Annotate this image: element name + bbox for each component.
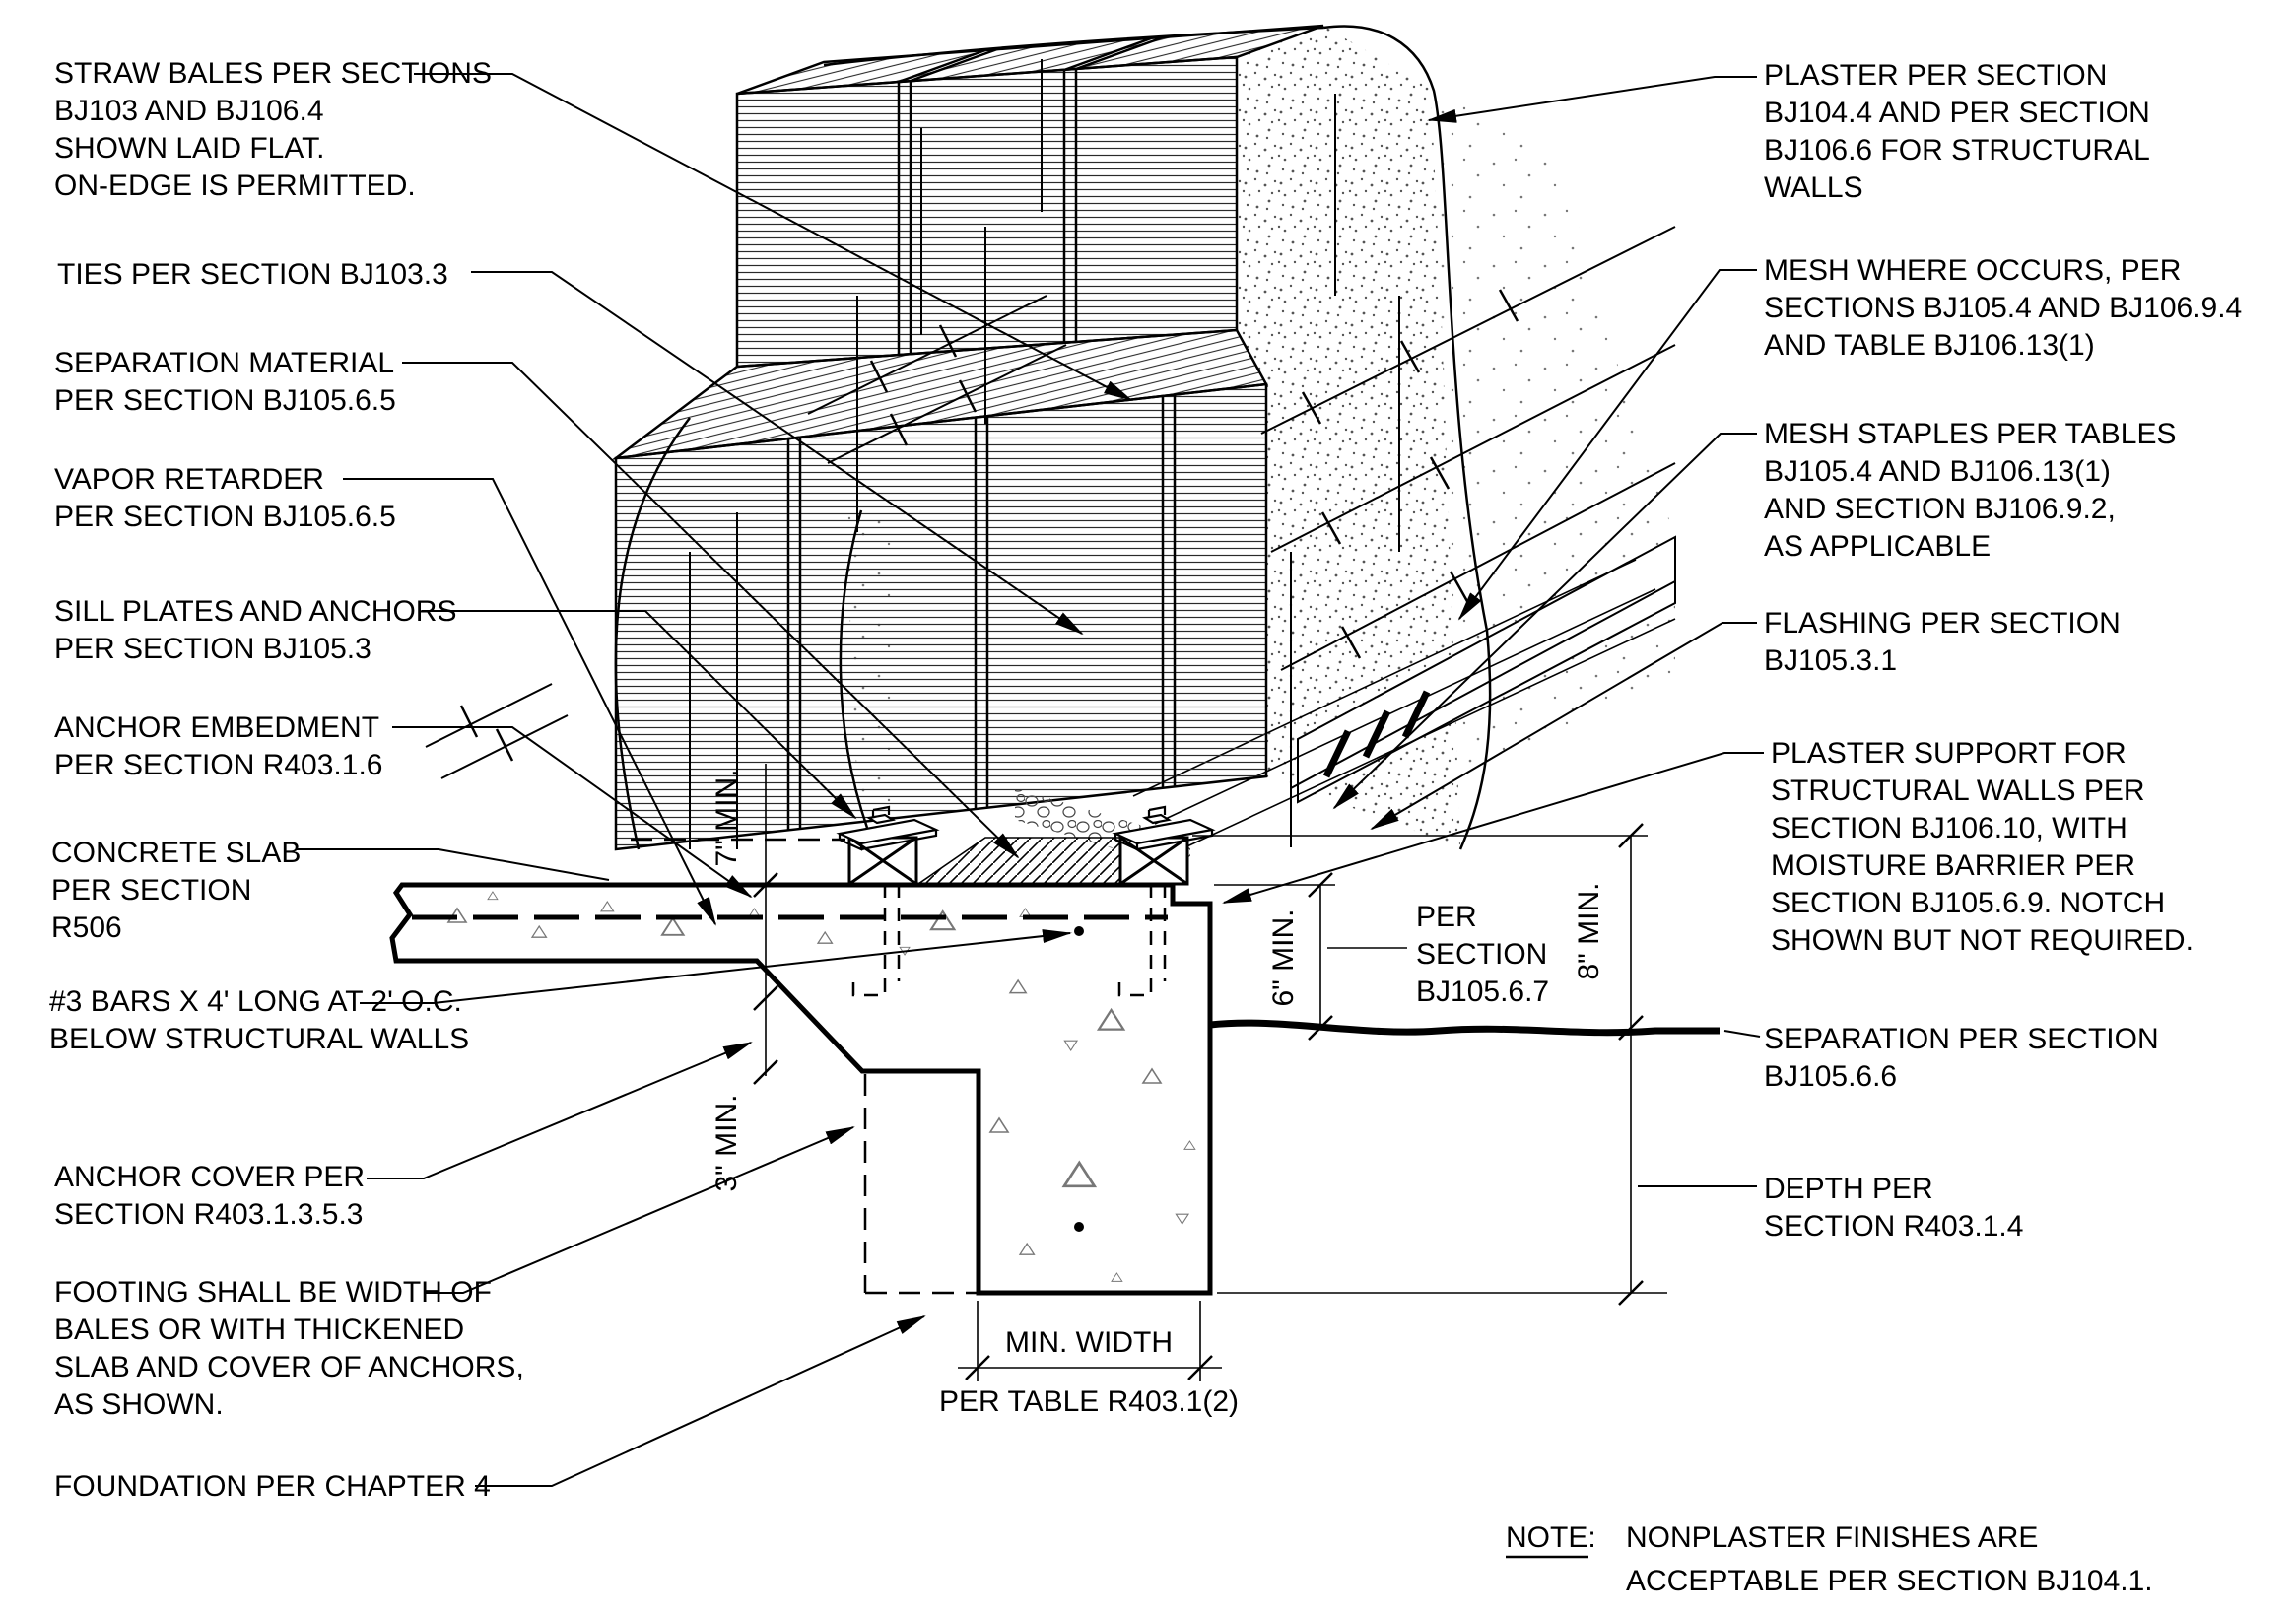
- sill-plate-section-right: [1120, 838, 1187, 884]
- label-line: SHOWN LAID FLAT.: [54, 132, 325, 165]
- leader-anchor-cover: [367, 1043, 751, 1178]
- label-line: BJ106.6 FOR STRUCTURAL: [1764, 134, 2150, 167]
- leader-foundation: [475, 1316, 924, 1486]
- note-line: ACCEPTABLE PER SECTION BJ104.1.: [1626, 1565, 2153, 1597]
- label-line: MESH WHERE OCCURS, PER: [1764, 254, 2182, 287]
- concrete-aggregate: [448, 892, 1195, 1281]
- per-section-line: BJ105.6.7: [1416, 976, 1550, 1008]
- label-separation: [1764, 1023, 2159, 1093]
- label-line: BJ105.4 AND BJ106.13(1): [1764, 455, 2111, 488]
- label-line: FLASHING PER SECTION: [1764, 607, 2121, 640]
- note-block: [1506, 1521, 2153, 1597]
- label-anchor-cover: [54, 1161, 365, 1231]
- straw-bale-wall: [426, 26, 1675, 871]
- concrete-foundation-section: [392, 807, 1720, 1293]
- label-line: AS SHOWN.: [54, 1388, 224, 1421]
- alternate-footing-dashed: [631, 840, 979, 1293]
- label-line: PLASTER PER SECTION: [1764, 59, 2108, 92]
- label-plaster: [1764, 59, 2150, 204]
- label-line: AND TABLE BJ106.13(1): [1764, 329, 2095, 362]
- leader-plaster: [1429, 77, 1757, 120]
- label-line: PER SECTION BJ105.6.5: [54, 501, 396, 533]
- anchor-bolt-left: [853, 884, 899, 995]
- label-ties: [57, 258, 448, 291]
- label-line: BJ104.4 AND PER SECTION: [1764, 97, 2150, 129]
- slab-footing-outline: [392, 885, 1210, 1293]
- label-line: SECTION BJ105.6.9. NOTCH: [1771, 887, 2166, 919]
- label-line: SECTIONS BJ105.4 AND BJ106.9.4: [1764, 292, 2243, 324]
- right-labels: [1764, 59, 2242, 1243]
- label-mesh-staples: [1764, 418, 2176, 563]
- label-line: AND SECTION BJ106.9.2,: [1764, 493, 2116, 525]
- per-section-line: PER: [1416, 901, 1477, 933]
- label-line: SLAB AND COVER OF ANCHORS,: [54, 1351, 524, 1383]
- label-line: CONCRETE SLAB: [51, 837, 302, 869]
- label-line: VAPOR RETARDER: [54, 463, 324, 496]
- label-line: PER SECTION BJ105.3: [54, 633, 371, 665]
- separation-hatch-strip: [918, 838, 1120, 884]
- label-line: FOOTING SHALL BE WIDTH OF: [54, 1276, 492, 1309]
- label-depth: [1764, 1173, 2023, 1243]
- label-separation-material: [54, 347, 396, 417]
- per-section-line: SECTION: [1416, 938, 1548, 971]
- label-line: AS APPLICABLE: [1764, 530, 1992, 563]
- label-line: SECTION BJ106.10, WITH: [1771, 812, 2127, 844]
- anchor-bolt-right: [1119, 884, 1165, 995]
- note-label: NOTE:: [1506, 1521, 1596, 1554]
- label-line: STRUCTURAL WALLS PER: [1771, 774, 2145, 807]
- note-line: NONPLASTER FINISHES ARE: [1626, 1521, 2039, 1554]
- dim-6min-label: 6" MIN.: [1267, 909, 1300, 1007]
- label-line: R506: [51, 911, 122, 944]
- label-line: SECTION R403.1.3.5.3: [54, 1198, 364, 1231]
- leader-separation: [1724, 1031, 1760, 1037]
- label-bars: [49, 985, 469, 1055]
- dim-3min-label: 3" MIN.: [710, 1094, 743, 1192]
- label-mesh: [1764, 254, 2242, 362]
- label-line: BJ105.6.6: [1764, 1060, 1898, 1093]
- label-anchor-embedment: [54, 711, 382, 781]
- label-line: MESH STAPLES PER TABLES: [1764, 418, 2177, 450]
- label-foundation: [54, 1470, 491, 1503]
- label-line: ANCHOR EMBEDMENT: [54, 711, 380, 744]
- label-line: DEPTH PER: [1764, 1173, 1933, 1205]
- label-concrete-slab: [51, 837, 301, 944]
- label-line: PER SECTION: [51, 874, 252, 907]
- label-plaster-support: [1771, 737, 2194, 957]
- label-line: BELOW STRUCTURAL WALLS: [49, 1023, 470, 1055]
- rebar-dot: [1074, 1222, 1084, 1232]
- label-line: #3 BARS X 4' LONG AT 2' O.C.: [49, 985, 462, 1018]
- label-line: SHOWN BUT NOT REQUIRED.: [1771, 924, 2194, 957]
- label-line: PER SECTION BJ105.6.5: [54, 384, 396, 417]
- straw-bale-upper: [737, 26, 1323, 367]
- label-straw-bales: [54, 57, 492, 202]
- leader-bars: [360, 933, 1070, 1003]
- label-line: BJ103 AND BJ106.4: [54, 95, 324, 127]
- label-line: PER SECTION R403.1.6: [54, 749, 383, 781]
- label-line: SEPARATION PER SECTION: [1764, 1023, 2159, 1055]
- label-line: BJ105.3.1: [1764, 644, 1898, 677]
- ground-line: [1210, 1023, 1720, 1033]
- label-line: PLASTER SUPPORT FOR: [1771, 737, 2127, 770]
- label-line: SECTION R403.1.4: [1764, 1210, 2024, 1243]
- label-line: ON-EDGE IS PERMITTED.: [54, 169, 416, 202]
- label-line: ANCHOR COVER PER: [54, 1161, 366, 1193]
- label-line: TIES PER SECTION BJ103.3: [57, 258, 448, 291]
- label-sill-plates: [54, 595, 456, 665]
- dim-7min-label: 7" MIN.: [710, 769, 743, 867]
- label-line: SILL PLATES AND ANCHORS: [54, 595, 457, 628]
- label-vapor-retarder: [54, 463, 396, 533]
- label-line: SEPARATION MATERIAL: [54, 347, 395, 379]
- label-footing: [54, 1276, 524, 1421]
- label-line: MOISTURE BARRIER PER: [1771, 849, 2136, 882]
- label-line: BALES OR WITH THICKENED: [54, 1313, 465, 1346]
- dim-per-section: [1327, 901, 1549, 1008]
- label-line: STRAW BALES PER SECTIONS: [54, 57, 492, 90]
- leader-footing: [426, 1127, 853, 1293]
- dim-8min-label: 8" MIN.: [1573, 882, 1605, 980]
- label-line: FOUNDATION PER CHAPTER 4: [54, 1470, 491, 1503]
- label-line: WALLS: [1764, 171, 1863, 204]
- leader-concrete-slab: [296, 849, 609, 880]
- dim-per-table-label: PER TABLE R403.1(2): [938, 1385, 1240, 1418]
- dim-min-width-label: MIN. WIDTH: [1005, 1326, 1173, 1359]
- left-labels: [49, 57, 524, 1503]
- label-flashing: [1764, 607, 2121, 677]
- rebar-dot: [1074, 926, 1084, 936]
